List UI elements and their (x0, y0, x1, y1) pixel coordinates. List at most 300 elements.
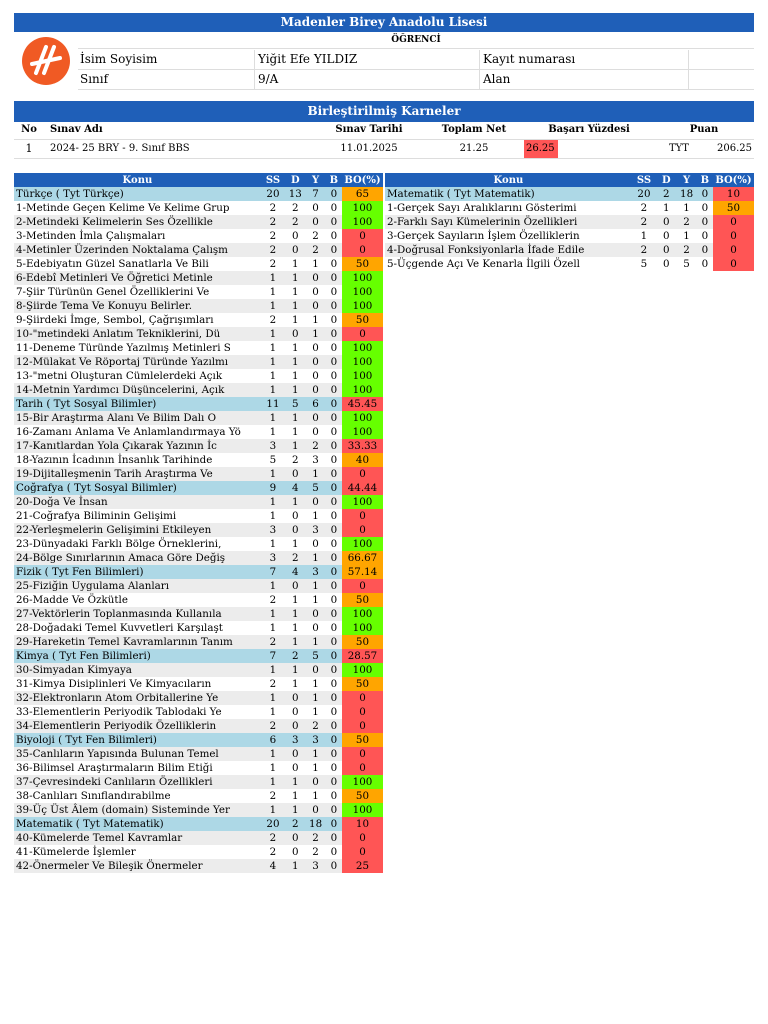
bo-cell: 50 (342, 733, 383, 747)
y-cell: 1 (312, 677, 319, 690)
right-header-row (385, 173, 754, 187)
ss-cell: 20 (261, 187, 285, 201)
topic-name: 10-"metindeki Anlatım Tekniklerini, Dü (14, 327, 261, 341)
topic-row (14, 285, 383, 299)
ss-cell: 2 (640, 201, 648, 214)
d-cell: 1 (292, 257, 299, 270)
topic-name: 36-Bilimsel Araştırmaların Bilim Etiği (16, 761, 213, 774)
topic-row (14, 341, 383, 355)
ss-cell: 1 (261, 271, 285, 285)
y-cell: 1 (305, 579, 325, 593)
topic-row (14, 747, 383, 761)
d-cell: 0 (285, 327, 305, 341)
ss-cell: 1 (269, 761, 277, 774)
student-row-name (78, 50, 754, 70)
ss-cell: 4 (261, 859, 285, 873)
topic-name: Coğrafya ( Tyt Sosyal Bilimler) (14, 481, 261, 495)
b-cell: 0 (701, 257, 709, 270)
d-cell: 1 (285, 607, 305, 621)
sinif-value: 9/A (258, 72, 279, 86)
topic-row (14, 523, 383, 537)
y-cell: 1 (683, 201, 690, 214)
b-cell: 0 (326, 817, 342, 831)
bo-cell: 100 (342, 411, 383, 425)
b-cell: 0 (326, 831, 342, 845)
ss-cell: 3 (261, 439, 285, 453)
right-col-ss: SS (632, 173, 656, 187)
d-cell: 2 (292, 453, 299, 466)
bo-cell: 50 (342, 257, 383, 271)
topic-name: 21-Coğrafya Biliminin Gelişimi (16, 509, 177, 522)
d-cell: 0 (292, 845, 299, 858)
topic-name: 24-Bölge Sınırlarının Amaca Göre Değiş (14, 551, 261, 565)
d-cell: 2 (285, 649, 305, 663)
row-basari: 26.25 (524, 140, 558, 158)
b-cell: 0 (330, 285, 338, 298)
b-cell: 0 (330, 201, 338, 214)
topic-name: 9-Şiirdeki İmge, Sembol, Çağrışımları (16, 313, 214, 326)
topic-row (14, 845, 383, 859)
topic-name: 28-Doğadaki Temel Kuvvetleri Karşılaşt (16, 621, 223, 634)
topic-row (14, 537, 383, 551)
y-cell: 18 (305, 817, 325, 831)
bo-cell: 50 (342, 635, 383, 649)
b-cell: 0 (326, 495, 342, 509)
ss-cell: 2 (632, 215, 656, 229)
ss-cell: 1 (261, 299, 285, 313)
topic-name: 33-Elementlerin Periyodik Tablodaki Ye (16, 705, 222, 718)
topic-row (14, 467, 383, 481)
left-col-bo: BO(%) (342, 173, 383, 187)
topic-row (14, 663, 383, 677)
bo-cell: 100 (342, 621, 383, 635)
student-header (14, 13, 754, 86)
ss-cell: 1 (269, 341, 277, 354)
ss-cell: 2 (269, 257, 277, 270)
bo-cell: 50 (342, 593, 383, 607)
topic-row (14, 551, 383, 565)
row-sinav-tarihi: 11.01.2025 (340, 143, 398, 154)
bo-cell: 28.57 (342, 649, 383, 663)
topic-name: 41-Kümelerde İşlemler (16, 845, 136, 858)
topic-row (14, 859, 383, 873)
bo-cell: 100 (342, 271, 383, 285)
y-cell: 1 (305, 747, 325, 761)
topic-name: 40-Kümelerde Temel Kavramlar (14, 831, 261, 845)
topic-row (14, 635, 383, 649)
topic-name: 34-Elementlerin Periyodik Özelliklerin (14, 719, 261, 733)
b-cell: 0 (330, 705, 338, 718)
topic-row (14, 229, 383, 243)
left-col-y: Y (305, 173, 325, 187)
y-cell: 1 (312, 257, 319, 270)
bo-cell: 0 (342, 831, 383, 845)
bo-cell: 40 (342, 453, 383, 467)
ss-cell: 1 (261, 495, 285, 509)
b-cell: 0 (326, 691, 342, 705)
student-row-class (78, 70, 754, 90)
d-cell: 1 (285, 383, 305, 397)
school-logo (22, 37, 70, 85)
topic-name: Türkçe ( Tyt Türkçe) (14, 187, 261, 201)
bo-cell: 0 (342, 705, 383, 719)
y-cell: 2 (305, 439, 325, 453)
row-toplam-net: 21.25 (459, 143, 489, 154)
bo-cell: 25 (342, 859, 383, 873)
ss-cell: 2 (269, 677, 277, 690)
topic-row (14, 257, 383, 271)
y-cell: 1 (312, 313, 319, 326)
bo-cell: 33.33 (342, 439, 383, 453)
topic-name: 14-Metnin Yardımcı Düşüncelerini, Açık (14, 383, 261, 397)
topic-row (14, 383, 383, 397)
student-section-title: ÖĞRENCİ (78, 32, 754, 49)
topic-name: 3-Metinden İmla Çalışmaları (16, 229, 166, 242)
d-cell: 0 (285, 719, 305, 733)
y-cell: 3 (305, 565, 325, 579)
topic-name: 1-Metinde Geçen Kelime Ve Kelime Grup (16, 201, 230, 214)
d-cell: 0 (285, 467, 305, 481)
topic-name: 7-Şiir Türünün Genel Özelliklerini Ve (16, 285, 210, 298)
b-cell: 0 (330, 509, 338, 522)
ss-cell: 2 (261, 215, 285, 229)
topic-name: 26-Madde Ve Özkütle (16, 593, 128, 606)
d-cell: 5 (285, 397, 305, 411)
topic-name: 1-Gerçek Sayı Aralıklarını Gösterimi (387, 201, 577, 214)
bo-cell: 50 (713, 201, 754, 215)
b-cell: 0 (330, 425, 338, 438)
col-toplam-net: Toplam Net (441, 124, 507, 135)
d-cell: 0 (285, 831, 305, 845)
ss-cell: 7 (261, 565, 285, 579)
topic-row (14, 355, 383, 369)
topic-row (14, 425, 383, 439)
topic-name: 6-Edebî Metinleri Ve Öğretici Metinle (14, 271, 261, 285)
topic-row (14, 313, 383, 327)
bo-cell: 100 (342, 495, 383, 509)
y-cell: 0 (305, 383, 325, 397)
topic-row (14, 495, 383, 509)
ss-cell: 5 (269, 453, 277, 466)
col-sinav-adi: Sınav Adı (50, 124, 103, 135)
y-cell: 2 (305, 831, 325, 845)
b-cell: 0 (326, 747, 342, 761)
d-cell: 0 (285, 691, 305, 705)
bo-cell: 45.45 (342, 397, 383, 411)
d-cell: 3 (285, 733, 305, 747)
y-cell: 0 (312, 621, 319, 634)
ss-cell: 1 (269, 285, 277, 298)
y-cell: 5 (683, 257, 690, 270)
topic-name: 37-Çevresindeki Canlıların Özellikleri (14, 775, 261, 789)
b-cell: 0 (326, 719, 342, 733)
topic-name: 27-Vektörlerin Toplanmasında Kullanıla (14, 607, 261, 621)
d-cell: 1 (285, 439, 305, 453)
bo-cell: 0 (342, 467, 383, 481)
topic-name: Matematik ( Tyt Matematik) (385, 187, 632, 201)
ss-cell: 5 (640, 257, 648, 270)
topic-row (14, 705, 383, 719)
karne-title: Birleştirilmiş Karneler (14, 101, 754, 122)
d-cell: 1 (292, 593, 299, 606)
y-cell: 1 (312, 705, 319, 718)
b-cell: 0 (330, 593, 338, 606)
ss-cell: 2 (261, 243, 285, 257)
ss-cell: 2 (269, 789, 277, 802)
y-cell: 0 (305, 663, 325, 677)
ss-cell: 1 (261, 355, 285, 369)
topic-name: 11-Deneme Türünde Yazılmış Metinleri S (16, 341, 231, 354)
left-header-row (14, 173, 383, 187)
y-cell: 2 (676, 215, 696, 229)
d-cell: 0 (285, 523, 305, 537)
y-cell: 0 (305, 803, 325, 817)
y-cell: 1 (312, 761, 319, 774)
bo-cell: 100 (342, 369, 383, 383)
y-cell: 0 (312, 425, 319, 438)
b-cell: 0 (330, 845, 338, 858)
bo-cell: 65 (342, 187, 383, 201)
d-cell: 1 (285, 299, 305, 313)
topic-row (14, 677, 383, 691)
topic-row (14, 215, 383, 229)
subject-row (14, 565, 383, 579)
y-cell: 7 (305, 187, 325, 201)
subject-row (14, 481, 383, 495)
subject-row (14, 733, 383, 747)
name-label: İsim Soyisim (80, 52, 158, 66)
y-cell: 1 (305, 327, 325, 341)
alan-label: Alan (483, 72, 511, 86)
y-cell: 2 (305, 719, 325, 733)
topic-name: Matematik ( Tyt Matematik) (14, 817, 261, 831)
d-cell: 1 (292, 369, 299, 382)
subject-row (14, 187, 383, 201)
ss-cell: 1 (269, 537, 277, 550)
y-cell: 1 (312, 593, 319, 606)
b-cell: 0 (326, 355, 342, 369)
y-cell: 0 (312, 537, 319, 550)
b-cell: 0 (326, 523, 342, 537)
topic-row (14, 453, 383, 467)
ss-cell: 1 (261, 803, 285, 817)
y-cell: 2 (676, 243, 696, 257)
topic-row (385, 229, 754, 243)
topic-name: 17-Kanıtlardan Yola Çıkarak Yazının İc (14, 439, 261, 453)
b-cell: 0 (330, 313, 338, 326)
b-cell: 0 (330, 761, 338, 774)
ss-cell: 1 (269, 369, 277, 382)
d-cell: 1 (285, 355, 305, 369)
d-cell: 2 (656, 187, 676, 201)
b-cell: 0 (326, 327, 342, 341)
topic-name: 42-Önermeler Ve Bileşik Önermeler (14, 859, 261, 873)
ss-cell: 6 (261, 733, 285, 747)
y-cell: 0 (305, 271, 325, 285)
ss-cell: 2 (269, 593, 277, 606)
y-cell: 1 (312, 509, 319, 522)
left-col-b: B (326, 173, 342, 187)
b-cell: 0 (326, 859, 342, 873)
y-cell: 0 (305, 775, 325, 789)
b-cell: 0 (330, 537, 338, 550)
subject-row (14, 649, 383, 663)
y-cell: 5 (305, 481, 325, 495)
right-col-b: B (697, 173, 713, 187)
d-cell: 0 (663, 257, 670, 270)
d-cell: 2 (292, 201, 299, 214)
bo-cell: 57.14 (342, 565, 383, 579)
topic-name: Tarih ( Tyt Sosyal Bilimler) (14, 397, 261, 411)
bo-cell: 10 (342, 817, 383, 831)
logo-mark-icon (22, 37, 70, 85)
ss-cell: 1 (261, 327, 285, 341)
y-cell: 1 (305, 551, 325, 565)
ss-cell: 20 (261, 817, 285, 831)
ss-cell: 1 (261, 579, 285, 593)
b-cell: 0 (330, 789, 338, 802)
name-value: Yiğit Efe YILDIZ (258, 52, 358, 66)
ss-cell: 20 (632, 187, 656, 201)
ss-cell: 3 (261, 523, 285, 537)
ss-cell: 9 (261, 481, 285, 495)
d-cell: 0 (656, 243, 676, 257)
topic-name: 4-Doğrusal Fonksiyonlarla İfade Edile (385, 243, 632, 257)
d-cell: 0 (663, 229, 670, 242)
topic-row (385, 257, 754, 271)
bo-cell: 100 (342, 285, 383, 299)
bo-cell: 100 (342, 383, 383, 397)
right-col-bo: BO(%) (713, 173, 754, 187)
b-cell: 0 (330, 677, 338, 690)
b-cell: 0 (697, 187, 713, 201)
y-cell: 0 (305, 215, 325, 229)
right-col-d: D (656, 173, 676, 187)
topic-name: 22-Yerleşmelerin Gelişimini Etkileyen (14, 523, 261, 537)
b-cell: 0 (330, 453, 338, 466)
d-cell: 13 (285, 187, 305, 201)
bo-cell: 100 (342, 663, 383, 677)
ss-cell: 1 (269, 509, 277, 522)
row-puan: 206.25 (717, 143, 752, 154)
y-cell: 0 (312, 201, 319, 214)
kayit-label: Kayıt numarası (483, 52, 576, 66)
bo-cell: 0 (342, 747, 383, 761)
d-cell: 1 (663, 201, 670, 214)
d-cell: 1 (292, 677, 299, 690)
y-cell: 3 (305, 733, 325, 747)
b-cell: 0 (701, 201, 709, 214)
y-cell: 0 (305, 607, 325, 621)
bo-cell: 0 (342, 761, 383, 775)
bo-cell: 44.44 (342, 481, 383, 495)
d-cell: 1 (285, 271, 305, 285)
subject-row (14, 397, 383, 411)
d-cell: 1 (292, 789, 299, 802)
ss-cell: 2 (632, 243, 656, 257)
b-cell: 0 (326, 579, 342, 593)
col-puan: Puan (689, 124, 719, 135)
y-cell: 1 (312, 789, 319, 802)
b-cell: 0 (697, 215, 713, 229)
ss-cell: 1 (261, 775, 285, 789)
ss-cell: 2 (269, 229, 277, 242)
d-cell: 0 (285, 243, 305, 257)
topic-row (14, 607, 383, 621)
topic-name: Fizik ( Tyt Fen Bilimleri) (14, 565, 261, 579)
d-cell: 0 (656, 215, 676, 229)
topic-row (14, 593, 383, 607)
b-cell: 0 (326, 775, 342, 789)
y-cell: 6 (305, 397, 325, 411)
bo-cell: 100 (342, 425, 383, 439)
topic-row (14, 621, 383, 635)
y-cell: 1 (305, 635, 325, 649)
b-cell: 0 (701, 229, 709, 242)
ss-cell: 1 (261, 411, 285, 425)
b-cell: 0 (326, 607, 342, 621)
b-cell: 0 (326, 397, 342, 411)
topic-row (14, 579, 383, 593)
d-cell: 1 (292, 285, 299, 298)
bo-cell: 0 (713, 257, 754, 271)
topic-row (14, 243, 383, 257)
b-cell: 0 (330, 341, 338, 354)
topic-name: 32-Elektronların Atom Orbitallerine Ye (14, 691, 261, 705)
topic-row (14, 439, 383, 453)
topic-row (14, 803, 383, 817)
col-basari: Başarı Yüzdesi (548, 124, 630, 135)
y-cell: 1 (305, 691, 325, 705)
b-cell: 0 (330, 257, 338, 270)
y-cell: 0 (305, 299, 325, 313)
topic-row (14, 719, 383, 733)
y-cell: 0 (312, 341, 319, 354)
y-cell: 2 (312, 229, 319, 242)
topic-row (14, 691, 383, 705)
row-no: 1 (25, 142, 33, 155)
y-cell: 0 (305, 355, 325, 369)
bo-cell: 0 (342, 691, 383, 705)
ss-cell: 3 (261, 551, 285, 565)
b-cell: 0 (326, 481, 342, 495)
ss-cell: 1 (261, 467, 285, 481)
d-cell: 0 (292, 761, 299, 774)
topic-name: 3-Gerçek Sayıların İşlem Özelliklerin (387, 229, 580, 242)
bo-cell: 100 (342, 607, 383, 621)
topic-name: Biyoloji ( Tyt Fen Bilimleri) (14, 733, 261, 747)
ss-cell: 1 (261, 747, 285, 761)
subject-row (385, 187, 754, 201)
y-cell: 18 (676, 187, 696, 201)
bo-cell: 0 (342, 327, 383, 341)
logo-cell (14, 32, 78, 106)
topic-name: 30-Simyadan Kimyaya (14, 663, 261, 677)
topic-name: 29-Hareketin Temel Kavramlarının Tanım (14, 635, 261, 649)
b-cell: 0 (326, 215, 342, 229)
bo-cell: 100 (342, 775, 383, 789)
topic-row (14, 789, 383, 803)
subject-row (14, 817, 383, 831)
d-cell: 1 (285, 411, 305, 425)
bo-cell: 0 (713, 215, 754, 229)
left-col-ss: SS (261, 173, 285, 187)
ss-cell: 2 (269, 201, 277, 214)
bo-cell: 0 (713, 229, 754, 243)
topic-row (14, 761, 383, 775)
bo-cell: 0 (342, 523, 383, 537)
topic-row (14, 327, 383, 341)
